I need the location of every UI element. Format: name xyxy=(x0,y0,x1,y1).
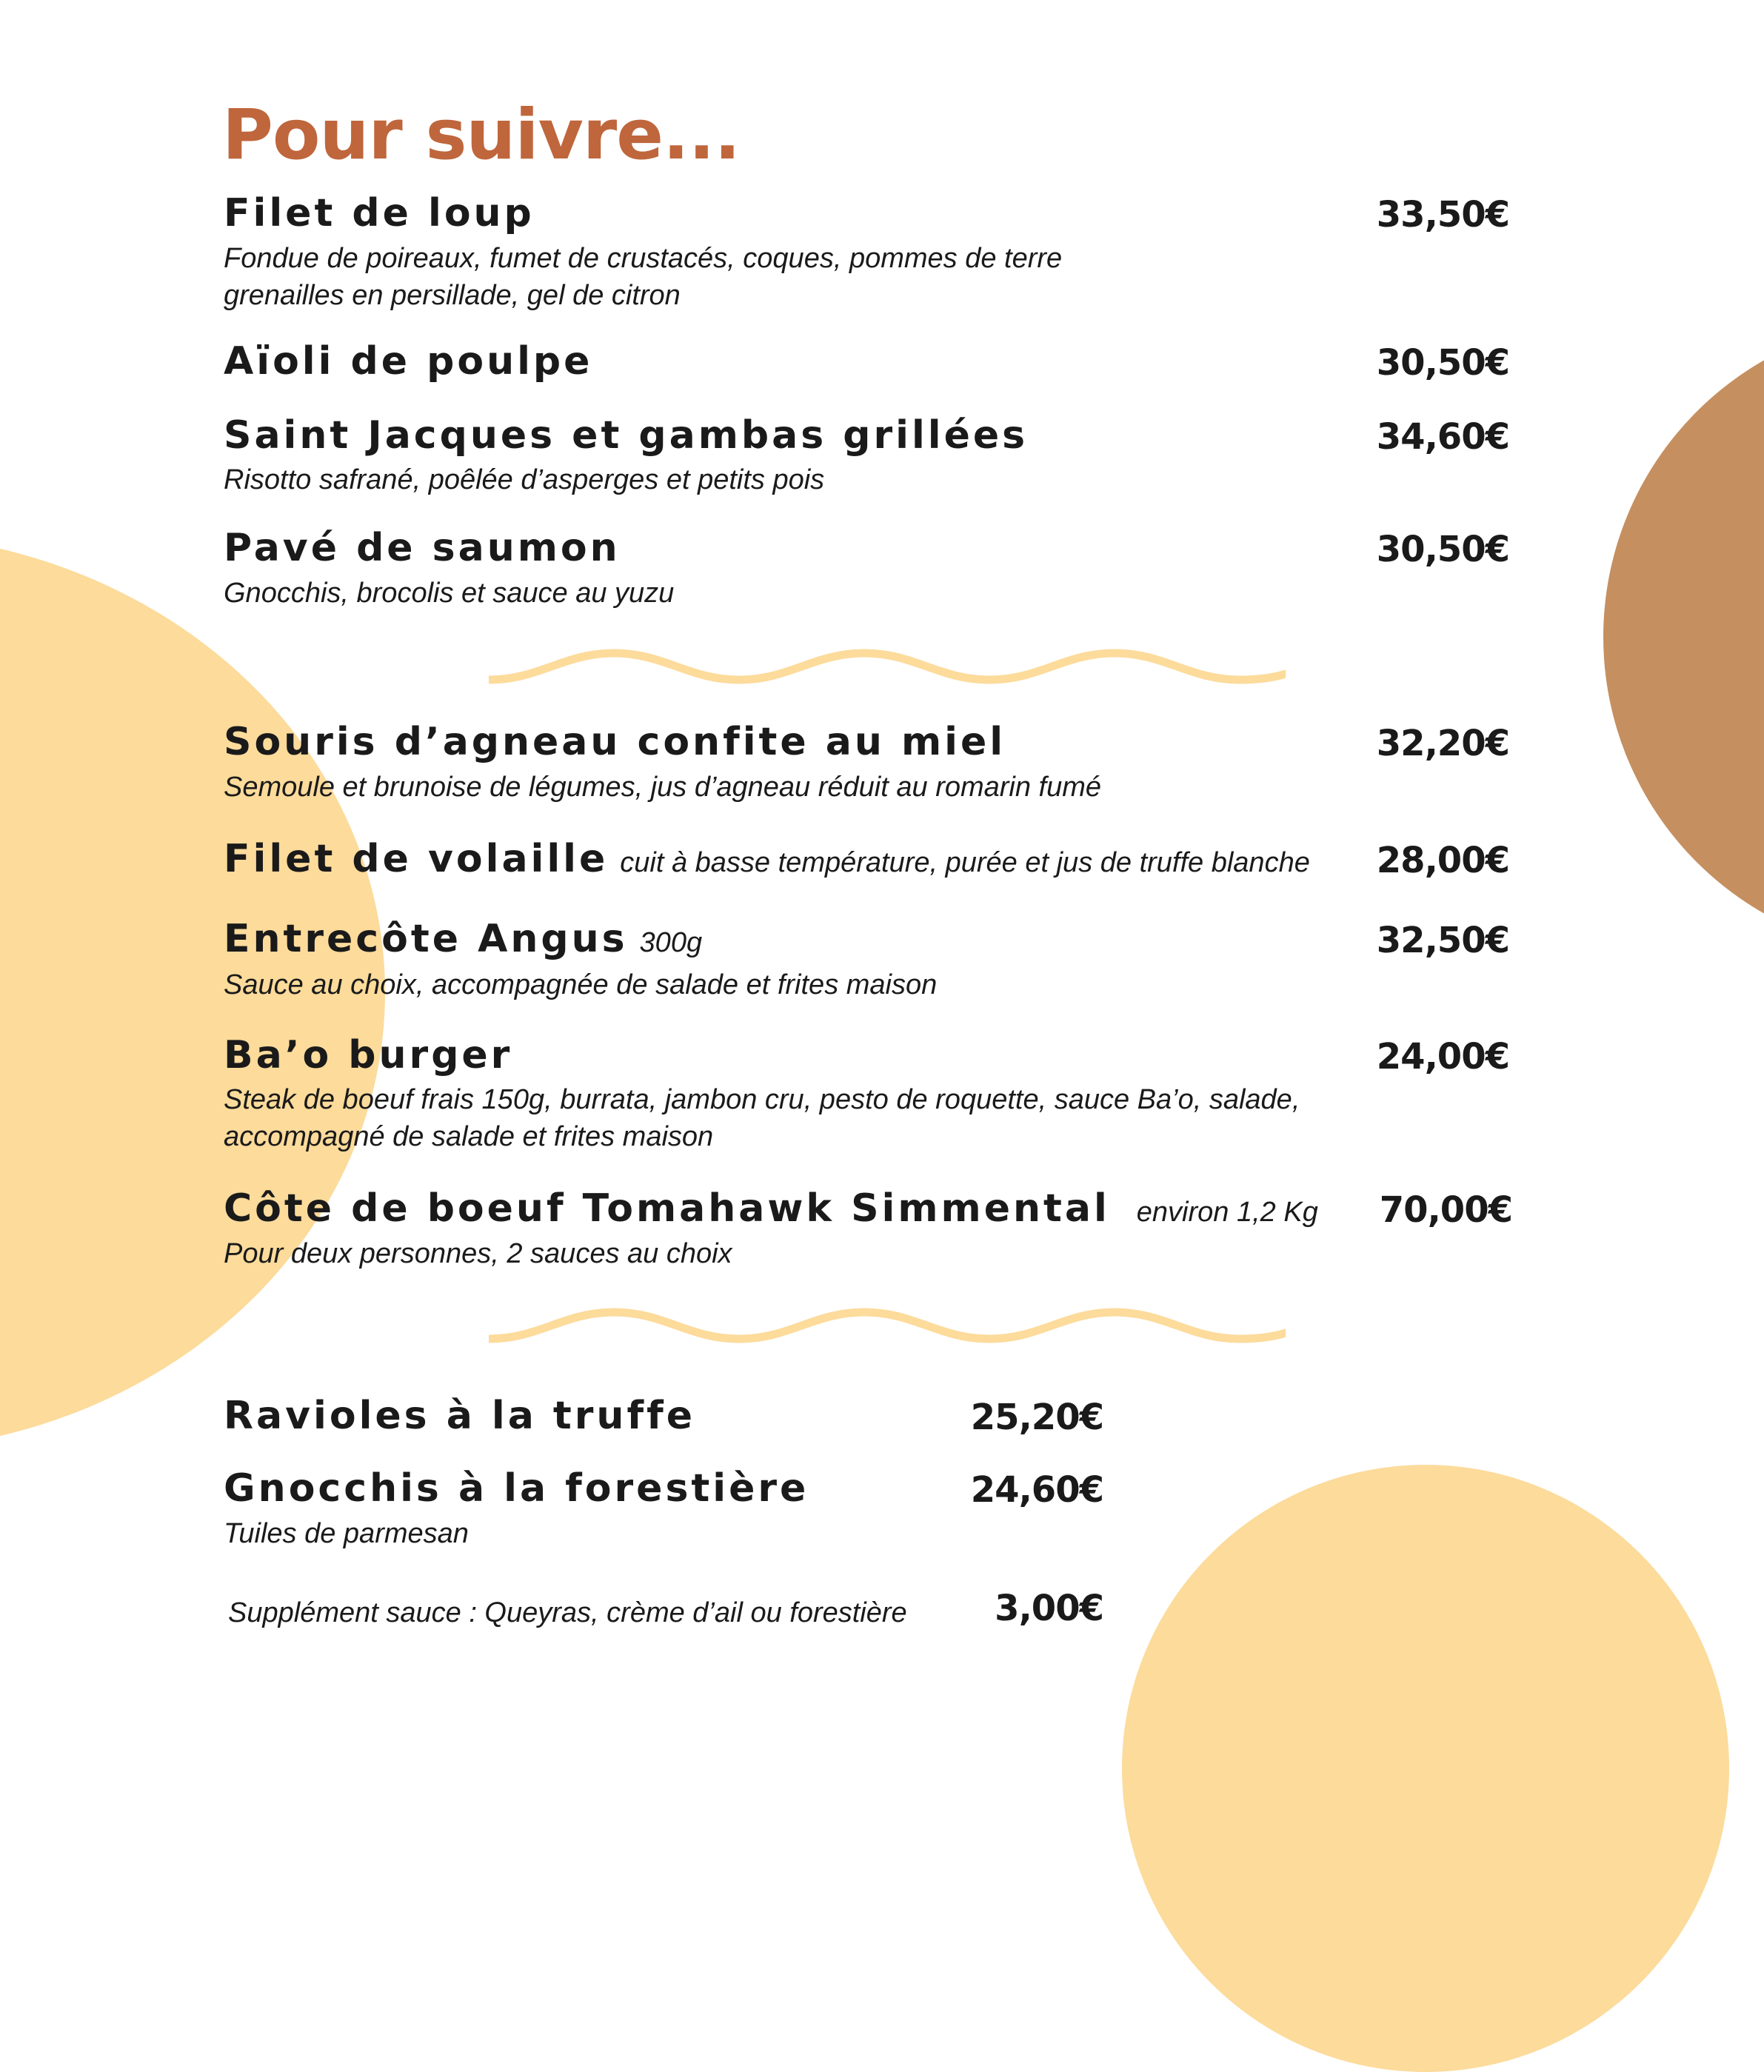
dish-price: 28,00€ xyxy=(1376,840,1509,881)
dish-name: Ba’o burger xyxy=(224,1033,513,1077)
decorative-circle-right xyxy=(1603,318,1764,955)
dish-name xyxy=(224,837,1310,881)
supplement-label: Supplément sauce : Queyras, crème d’ail ou forestière xyxy=(228,1597,907,1628)
dish-name: Saint Jacques et gambas grillées xyxy=(224,413,1029,458)
dish-description: Semoule et brunoise de légumes, jus d’agneau réduit au romarin fumé xyxy=(224,772,1102,803)
wave-divider xyxy=(489,644,1286,689)
dish-price: 33,50€ xyxy=(1376,194,1509,235)
dish-price: 70,00€ xyxy=(1379,1189,1512,1231)
dish-name: Ravioles à la truffe xyxy=(224,1394,695,1438)
dish-description: Tuiles de parmesan xyxy=(224,1518,469,1549)
dish-description: Sauce au choix, accompagnée de salade et frites maison xyxy=(224,969,938,1000)
dish-description: grenailles en persillade, gel de citron xyxy=(224,280,681,311)
dish-name-text: Entrecôte Angus xyxy=(224,917,628,961)
dish-price: 30,50€ xyxy=(1376,529,1509,570)
dish-description: Fondue de poireaux, fumet de crustacés, coques, pommes de terre xyxy=(224,243,1063,274)
dish-description: Gnocchis, brocolis et sauce au yuzu xyxy=(224,578,675,609)
dish-name xyxy=(224,917,702,961)
wave-divider xyxy=(489,1303,1286,1348)
page-title: Pour suivre... xyxy=(222,95,741,176)
dish-price: 24,60€ xyxy=(970,1469,1103,1511)
dish-inline-note: 300g xyxy=(639,927,703,958)
dish-description: Risotto safrané, poêlée d’asperges et petits pois xyxy=(224,464,825,495)
dish-price: 34,60€ xyxy=(1376,416,1509,458)
decorative-circle-bottom xyxy=(1122,1465,1729,2072)
dish-name xyxy=(224,1186,1318,1231)
dish-price: 32,50€ xyxy=(1376,920,1509,961)
dish-price: 24,00€ xyxy=(1376,1036,1509,1077)
supplement-price: 3,00€ xyxy=(995,1588,1103,1629)
dish-name: Aïoli de poulpe xyxy=(224,339,593,384)
dish-name-text: Filet de volaille xyxy=(224,837,609,881)
dish-price: 32,20€ xyxy=(1376,723,1509,764)
dish-description: accompagné de salade et frites maison xyxy=(224,1121,714,1152)
dish-name: Pavé de saumon xyxy=(224,526,621,570)
dish-inline-note: cuit à basse température, purée et jus de truffe blanche xyxy=(620,847,1310,878)
dish-price: 25,20€ xyxy=(970,1397,1103,1438)
dish-name: Gnocchis à la forestière xyxy=(224,1466,809,1511)
dish-description: Steak de boeuf frais 150g, burrata, jambon cru, pesto de roquette, sauce Ba’o, salade, xyxy=(224,1084,1300,1115)
dish-description: Pour deux personnes, 2 sauces au choix xyxy=(224,1238,732,1269)
dish-name: Souris d’agneau confite au miel xyxy=(224,720,1006,764)
dish-name: Filet de loup xyxy=(224,191,535,235)
dish-price: 30,50€ xyxy=(1376,342,1509,384)
dish-inline-note: environ 1,2 Kg xyxy=(1136,1197,1318,1228)
dish-name-text: Côte de boeuf Tomahawk Simmental xyxy=(224,1186,1110,1231)
